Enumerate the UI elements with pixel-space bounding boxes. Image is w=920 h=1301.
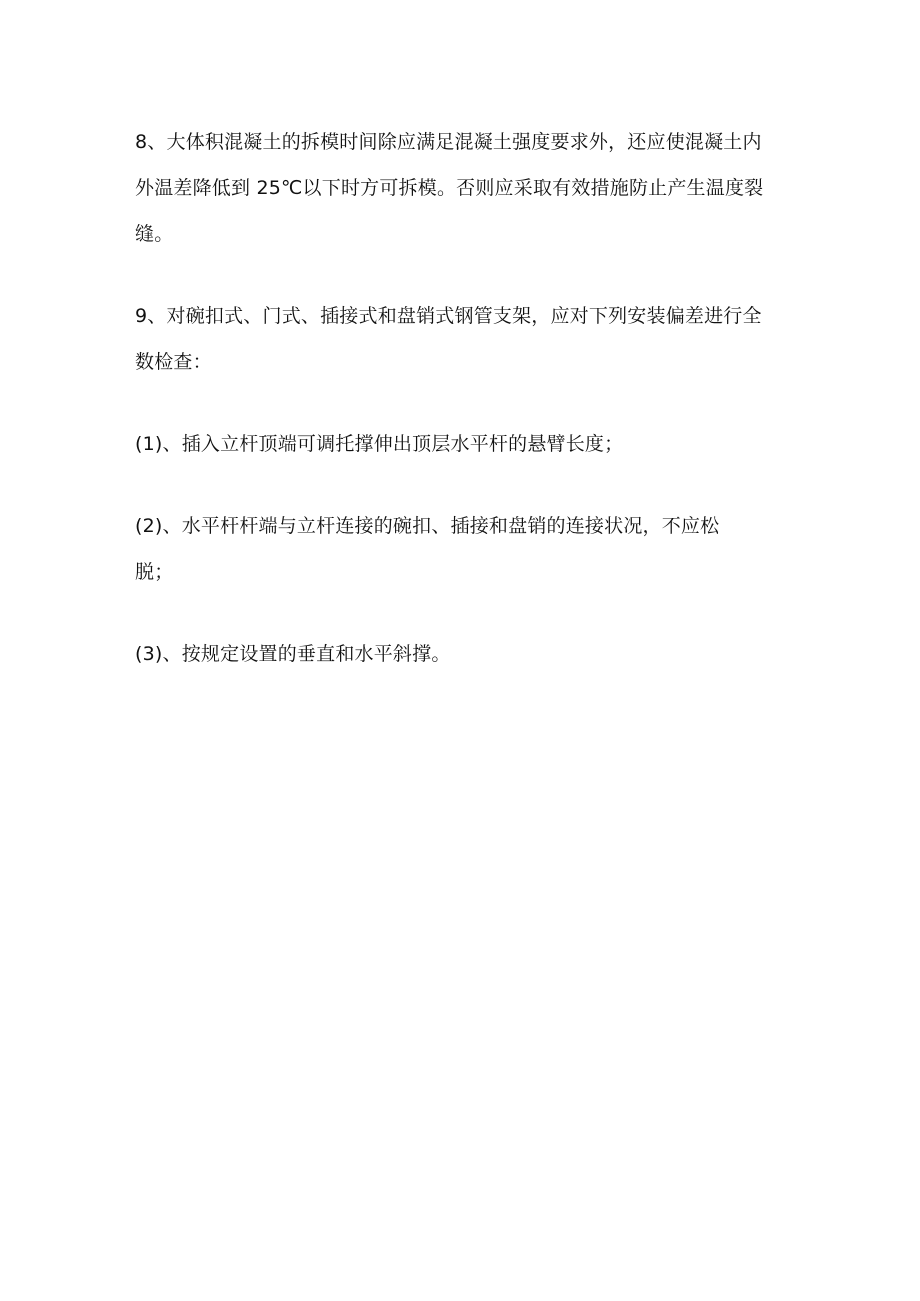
paragraph-line: 缝。 <box>135 223 174 245</box>
paragraph-line: (1)、插入立杆顶端可调托撑伸出顶层水平杆的悬臂长度； <box>135 433 624 455</box>
paragraph-line: 9、对碗扣式、门式、插接式和盘销式钢管支架，应对下列安装偏差进行全 <box>135 305 762 327</box>
paragraph-line: (3)、按规定设置的垂直和水平斜撑。 <box>135 643 451 665</box>
paragraph-line: 脱； <box>135 561 174 583</box>
paragraph-item-8 <box>135 119 795 257</box>
document-body <box>135 119 795 677</box>
paragraph-line: 8、大体积混凝土的拆模时间除应满足混凝土强度要求外，还应使混凝土内 <box>135 131 762 153</box>
paragraph-line: 数检查： <box>135 351 212 373</box>
list-item-3 <box>135 631 795 677</box>
list-item-2 <box>135 503 795 595</box>
paragraph-line: 外温差降低到 25℃以下时方可拆模。否则应采取有效措施防止产生温度裂 <box>135 177 764 199</box>
list-item-1 <box>135 421 795 467</box>
paragraph-item-9 <box>135 293 795 385</box>
paragraph-line: (2)、水平杆杆端与立杆连接的碗扣、插接和盘销的连接状况，不应松 <box>135 515 720 537</box>
